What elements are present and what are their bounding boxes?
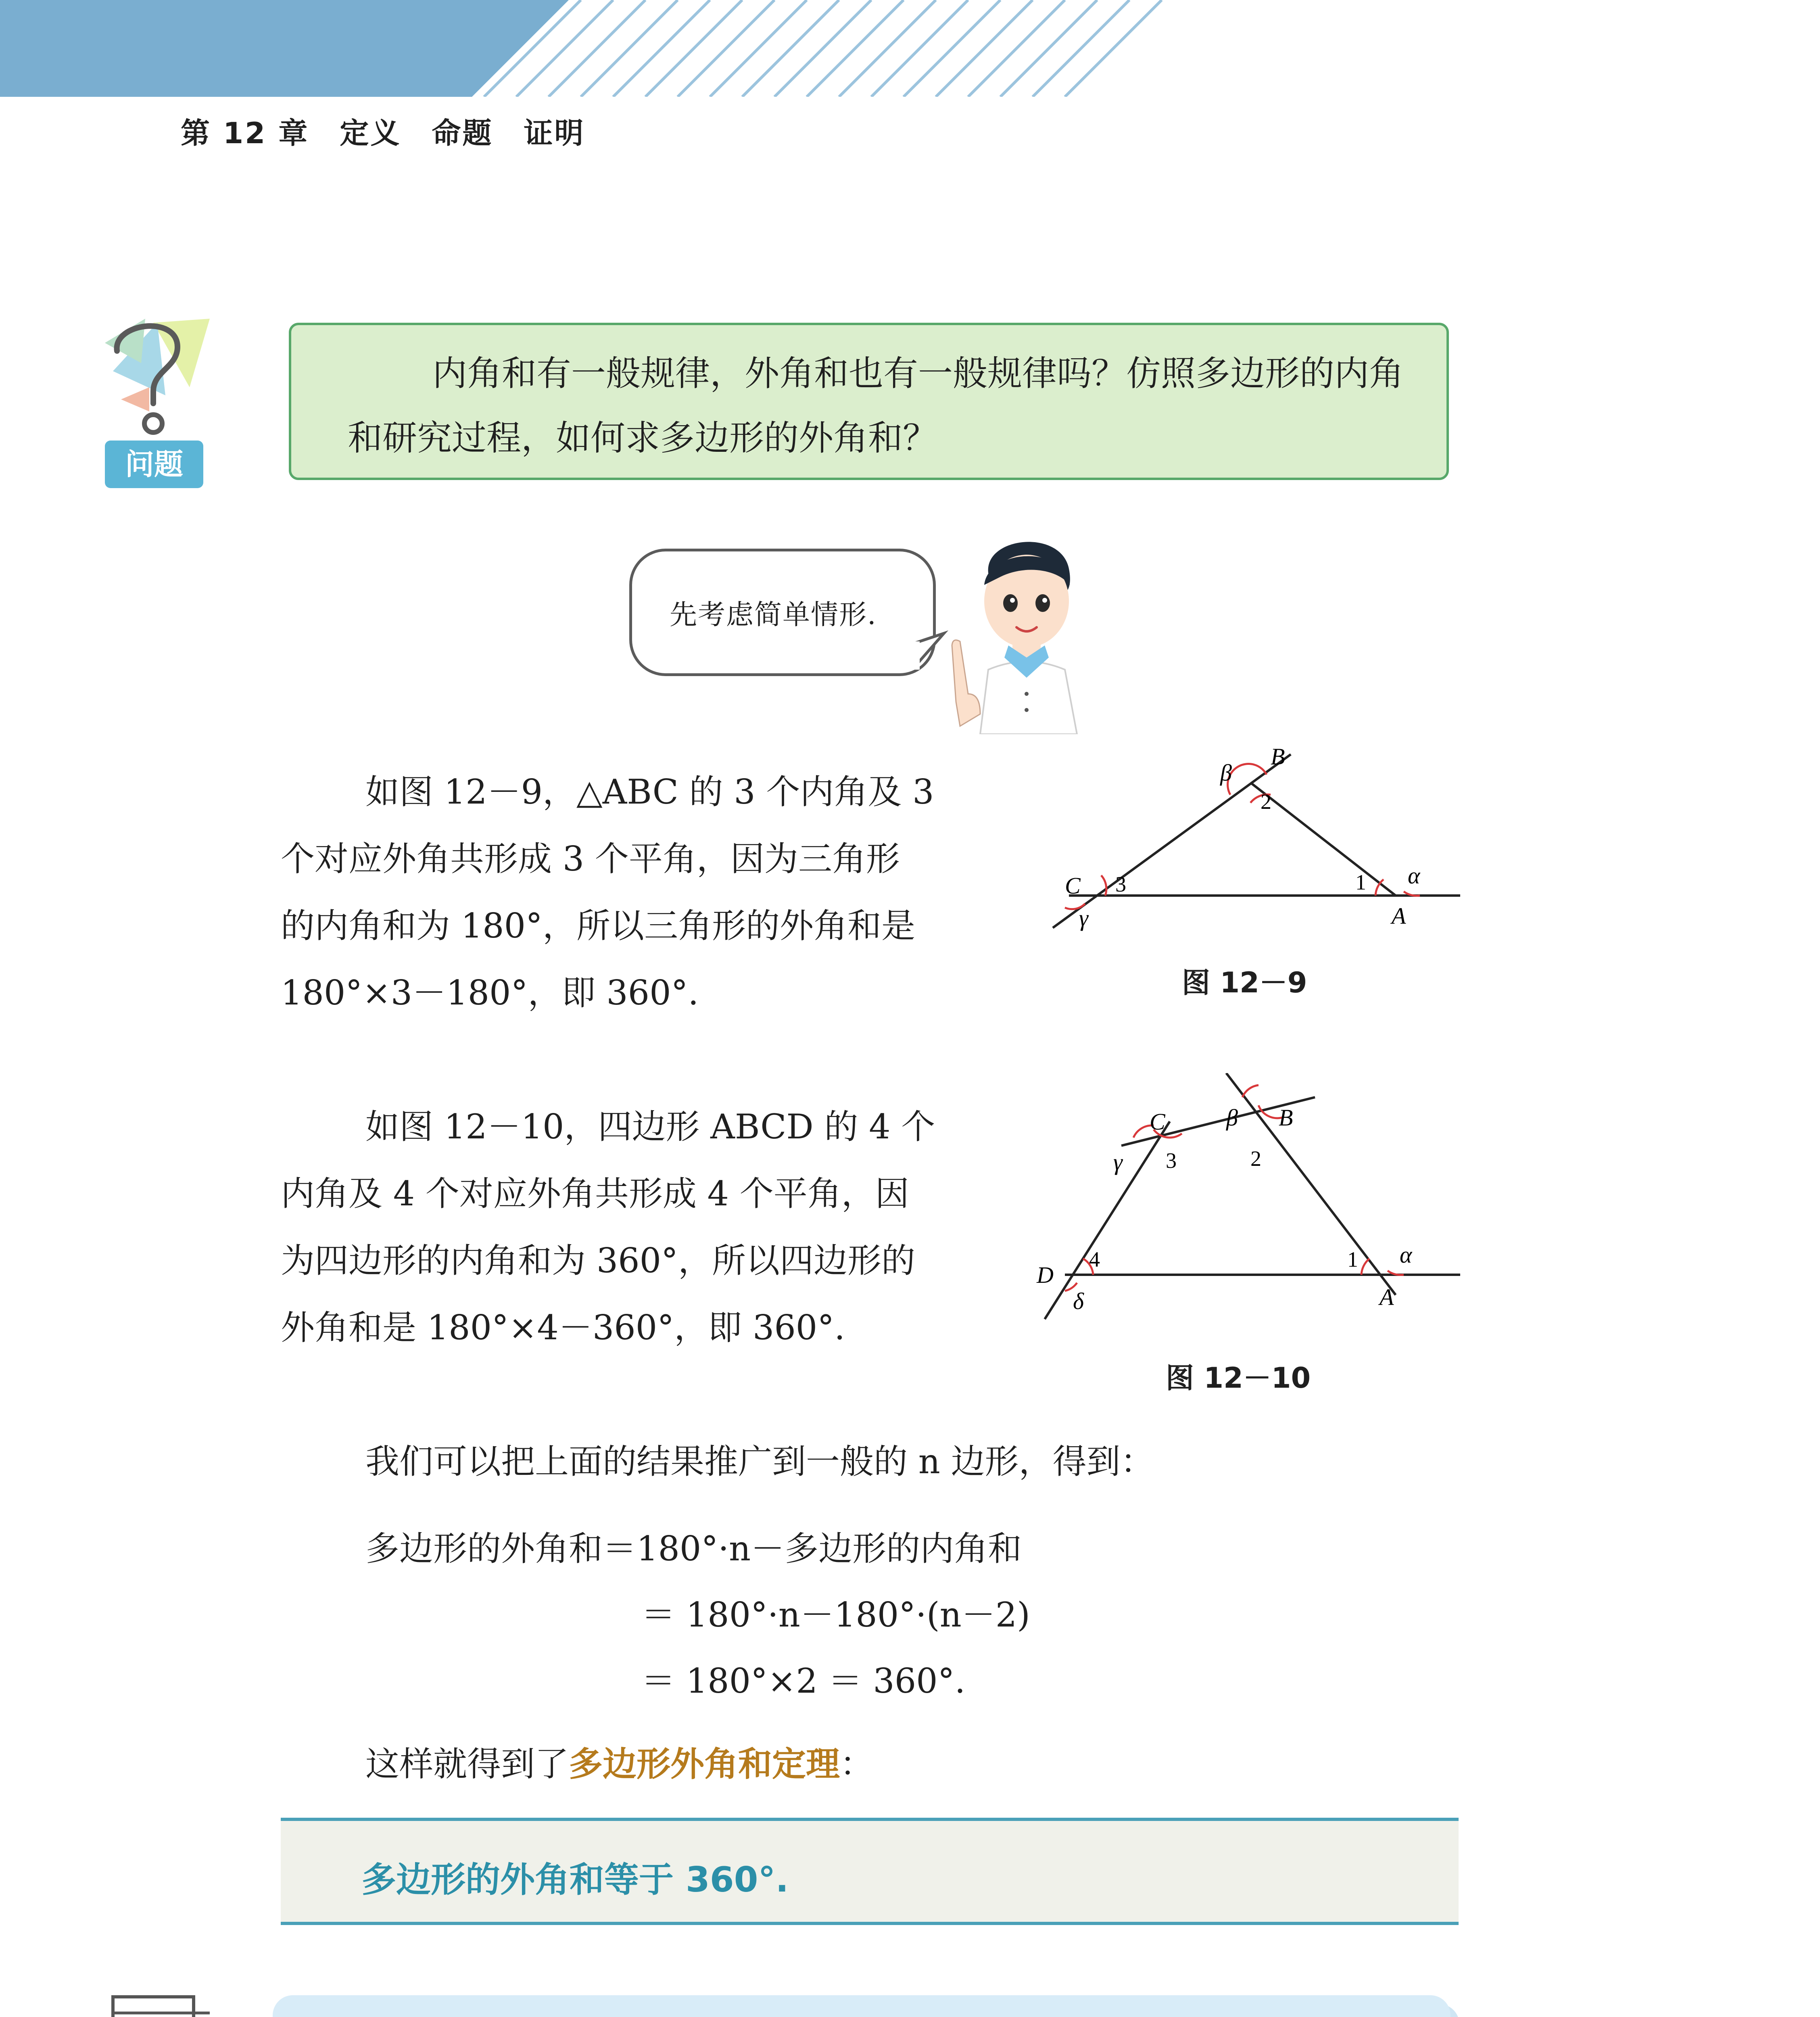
derivation-line-3: ＝ 180°×2 ＝ 360°. [641,1661,966,1701]
theorem-name: 多边形外角和定理 [569,1744,840,1784]
quad-paragraph [281,1093,1039,1361]
triangle-paragraph [281,758,1039,1026]
fig10-angle-3: 3 [1166,1148,1177,1173]
exercise-notebook-icon [89,1985,218,2017]
fig9-ext-beta: β [1220,760,1232,786]
quad-line-3: 为四边形的内角和为 360°，所以四边形的 [281,1241,916,1280]
boy-illustration [944,524,1113,734]
triangle-line-4: 180°×3－180°，即 360°. [281,973,699,1013]
fig10-angle-2: 2 [1250,1146,1261,1171]
fig9-label-B: B [1271,743,1285,770]
question-box [289,323,1449,480]
fig10-angle-1: 1 [1347,1247,1358,1272]
fig9-angle-2: 2 [1261,789,1271,814]
fig9-angle-1: 1 [1355,870,1366,894]
quad-line-2: 内角及 4 个对应外角共形成 4 个平角，因 [281,1174,909,1213]
fig9-label-A: A [1392,903,1406,929]
bubble-text: 先考虑简单情形. [670,599,877,631]
quad-line-1: 如图 12－10，四边形 ABCD 的 4 个 [365,1107,935,1146]
figure-12-9-caption: 图 12－9 [1182,966,1307,999]
fig10-ext-beta: β [1226,1105,1238,1131]
exercise-box [273,1995,1451,2017]
fig10-angle-4: 4 [1089,1247,1100,1272]
derivation-line-1: 多边形的外角和＝180°·n－多边形的内角和 [365,1529,1022,1568]
theorem-lead-suffix: ： [840,1744,874,1784]
fig10-ext-alpha: α [1400,1242,1412,1268]
theorem-lead-prefix: 这样就得到了 [365,1744,569,1784]
triangle-line-3: 的内角和为 180°，所以三角形的外角和是 [281,906,916,946]
figure-12-10-caption: 图 12－10 [1166,1361,1311,1395]
triangle-line-2: 个对应外角共形成 3 个平角，因为三角形 [281,839,900,879]
fig10-label-D: D [1037,1262,1054,1288]
fig10-ext-gamma: γ [1113,1149,1123,1175]
fig10-label-C: C [1150,1109,1165,1135]
fig9-angle-3: 3 [1115,872,1126,896]
question-tag: 问题 [105,441,203,488]
figure-12-9 [1041,734,1476,936]
fig9-ext-gamma: γ [1079,905,1088,931]
figure-12-10 [1033,1073,1476,1331]
question-mark-icon [97,307,214,440]
generalize-intro: 我们可以把上面的结果推广到一般的 n 边形，得到： [365,1442,1154,1481]
fig9-label-C: C [1065,873,1081,899]
fig10-ext-delta: δ [1073,1288,1084,1314]
question-text: 内角和有一般规律，外角和也有一般规律吗？仿照多边形的内角和研究过程，如何求多边形的外角和？ [348,353,1404,458]
fig10-label-A: A [1380,1284,1394,1310]
triangle-line-1: 如图 12－9，△ABC 的 3 个内角及 3 [365,772,934,812]
fig9-ext-alpha: α [1408,862,1420,889]
theorem-lead [365,1731,874,1798]
fig10-label-B: B [1279,1105,1293,1131]
chapter-title: 第 12 章 定义 命题 证明 [181,116,585,150]
header-banner [0,0,1170,97]
derivation-line-2: ＝ 180°·n－180°·(n－2) [641,1595,1030,1635]
theorem-text: 多边形的外角和等于 360°. [361,1860,789,1900]
quad-line-4: 外角和是 180°×4－360°，即 360°. [281,1308,845,1347]
